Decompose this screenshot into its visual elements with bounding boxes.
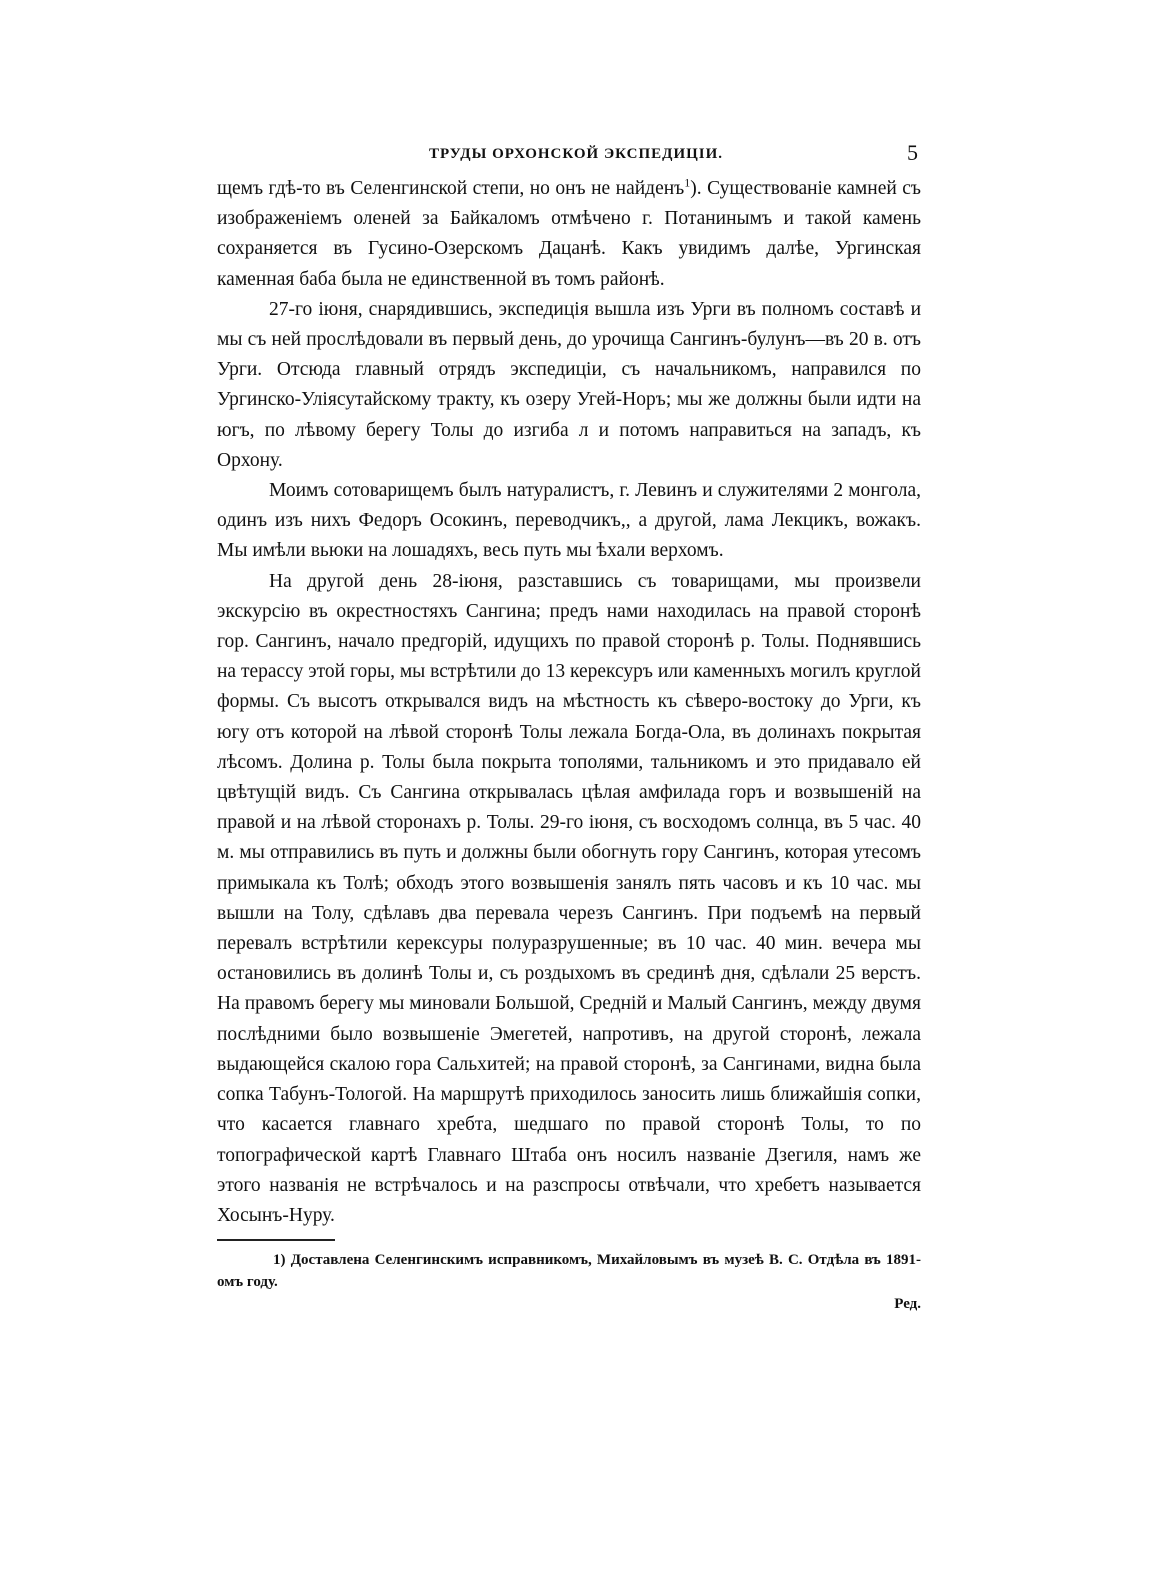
paragraph-text: щемъ гдѣ-то въ Селенгинской степи, но онъ не найденъ xyxy=(217,178,685,199)
body-text xyxy=(217,174,921,1231)
running-head xyxy=(217,140,921,174)
page-number: 5 xyxy=(907,140,919,165)
footnote-marker: 1) xyxy=(273,1252,286,1269)
paragraph: На другой день 28-іюня, разставшись съ товарищами, мы произвели экскурсію въ окрестностяхъ Сангина; предъ нами находилась на правой сторонѣ гор. Сангинъ, начало предгорій, идущихъ по правой сторонѣ р. Толы. Поднявшись на терассу этой горы, мы встрѣтили до 13 керексуръ или каменныхъ могилъ круглой формы. Съ высотъ открывался видъ на мѣстность къ сѣверо-востоку до Урги, къ югу отъ которой на лѣвой сторонѣ Толы лежала Богда-Ола, въ долинахъ покрытая лѣсомъ. Долина р. Толы была покрыта тополями, тальникомъ и это придавало ей цвѣтущій видъ. Съ Сангина открывалась цѣлая амфилада горъ и возвышеній на правой и на лѣвой сторонахъ р. Толы. 29-го іюня, съ восходомъ солнца, въ 5 час. 40 м. мы отправились въ путь и должны были обогнуть гору Сангинъ, которая утесомъ примыкала къ Толѣ; обходъ этого возвышенія занялъ пять часовъ и къ 10 час. мы вышли на Толу, сдѣлавъ два перевала черезъ Сангинъ. При подъемѣ на первый перевалъ встрѣтили керексуры полуразрушенные; въ 10 час. 40 мин. вечера мы остановились въ долинѣ Толы и, съ роздыхомъ въ срединѣ дня, сдѣлали 25 верстъ. На правомъ берегу мы миновали Большой, Средній и Малый Сангинъ, между двумя послѣдними было возвышеніе Эмегетей, напротивъ, на другой сторонѣ, лежала выдающейся скалою гора Сальхитей; на правой сторонѣ, за Сангинами, видна была сопка Табунъ-Тологой. На маршрутѣ приходилось заносить лишь ближайшія сопки, что касается главнаго хребта, шедшаго по правой сторонѣ Толы, то по топографической картѣ Главнаго Штаба онъ носилъ названіе Дзегиля, намъ же этого названія не встрѣчалось и на разспросы отвѣчали, что хребетъ называется Хосынъ-Нуру. xyxy=(217,570,921,1226)
paragraph: 27-го іюня, снарядившись, экспедиція вышла изъ Урги въ полномъ составѣ и мы съ ней прослѣдовали въ первый день, до урочища Сангинъ-булунъ—въ 20 в. отъ Урги. Отсюда главный отрядъ экспедиціи, съ начальникомъ, направился по Ургинско-Уліясутайскому тракту, къ озеру Угей-Норъ; мы же должны были идти на югъ, по лѣвому берегу Толы до изгиба л и потомъ направиться на западъ, къ Орхону. xyxy=(217,298,921,471)
running-title: ТРУДЫ ОРХОНСКОЙ ЭКСПЕДИЦІИ. xyxy=(429,146,724,162)
book-page xyxy=(217,140,921,1315)
paragraph-continuation xyxy=(217,174,921,295)
footnote-text: Доставлена Селенгинскимъ исправникомъ, Михайловымъ въ музеѣ В. С. Отдѣла въ 1891-омъ году. xyxy=(217,1252,922,1291)
footnote-reference: 1 xyxy=(684,175,691,190)
paragraph: Моимъ сотоварищемъ былъ натуралистъ, г. Левинъ и служителями 2 монгола, одинъ изъ нихъ Федоръ Осокинъ, переводчикъ,, а другой, лама Лекцикъ, вожакъ. Мы имѣли вьюки на лошадяхъ, весь путь мы ѣхали верхомъ. xyxy=(217,480,921,562)
editor-signature: Ред. xyxy=(894,1296,921,1313)
paragraph-text: ). Существованіе камней съ изображеніемъ оленей за Байкаломъ отмѣчено г. Потанинымъ и такой камень сохраняется въ Гусино-Озерскомъ Дацанѣ. Какъ увидимъ далѣе, Ургинская каменная баба была не единственной въ томъ районѣ. xyxy=(217,178,921,290)
footnote-divider xyxy=(217,1239,335,1241)
footnote xyxy=(217,1249,921,1293)
footnote-signature-row xyxy=(217,1293,921,1315)
